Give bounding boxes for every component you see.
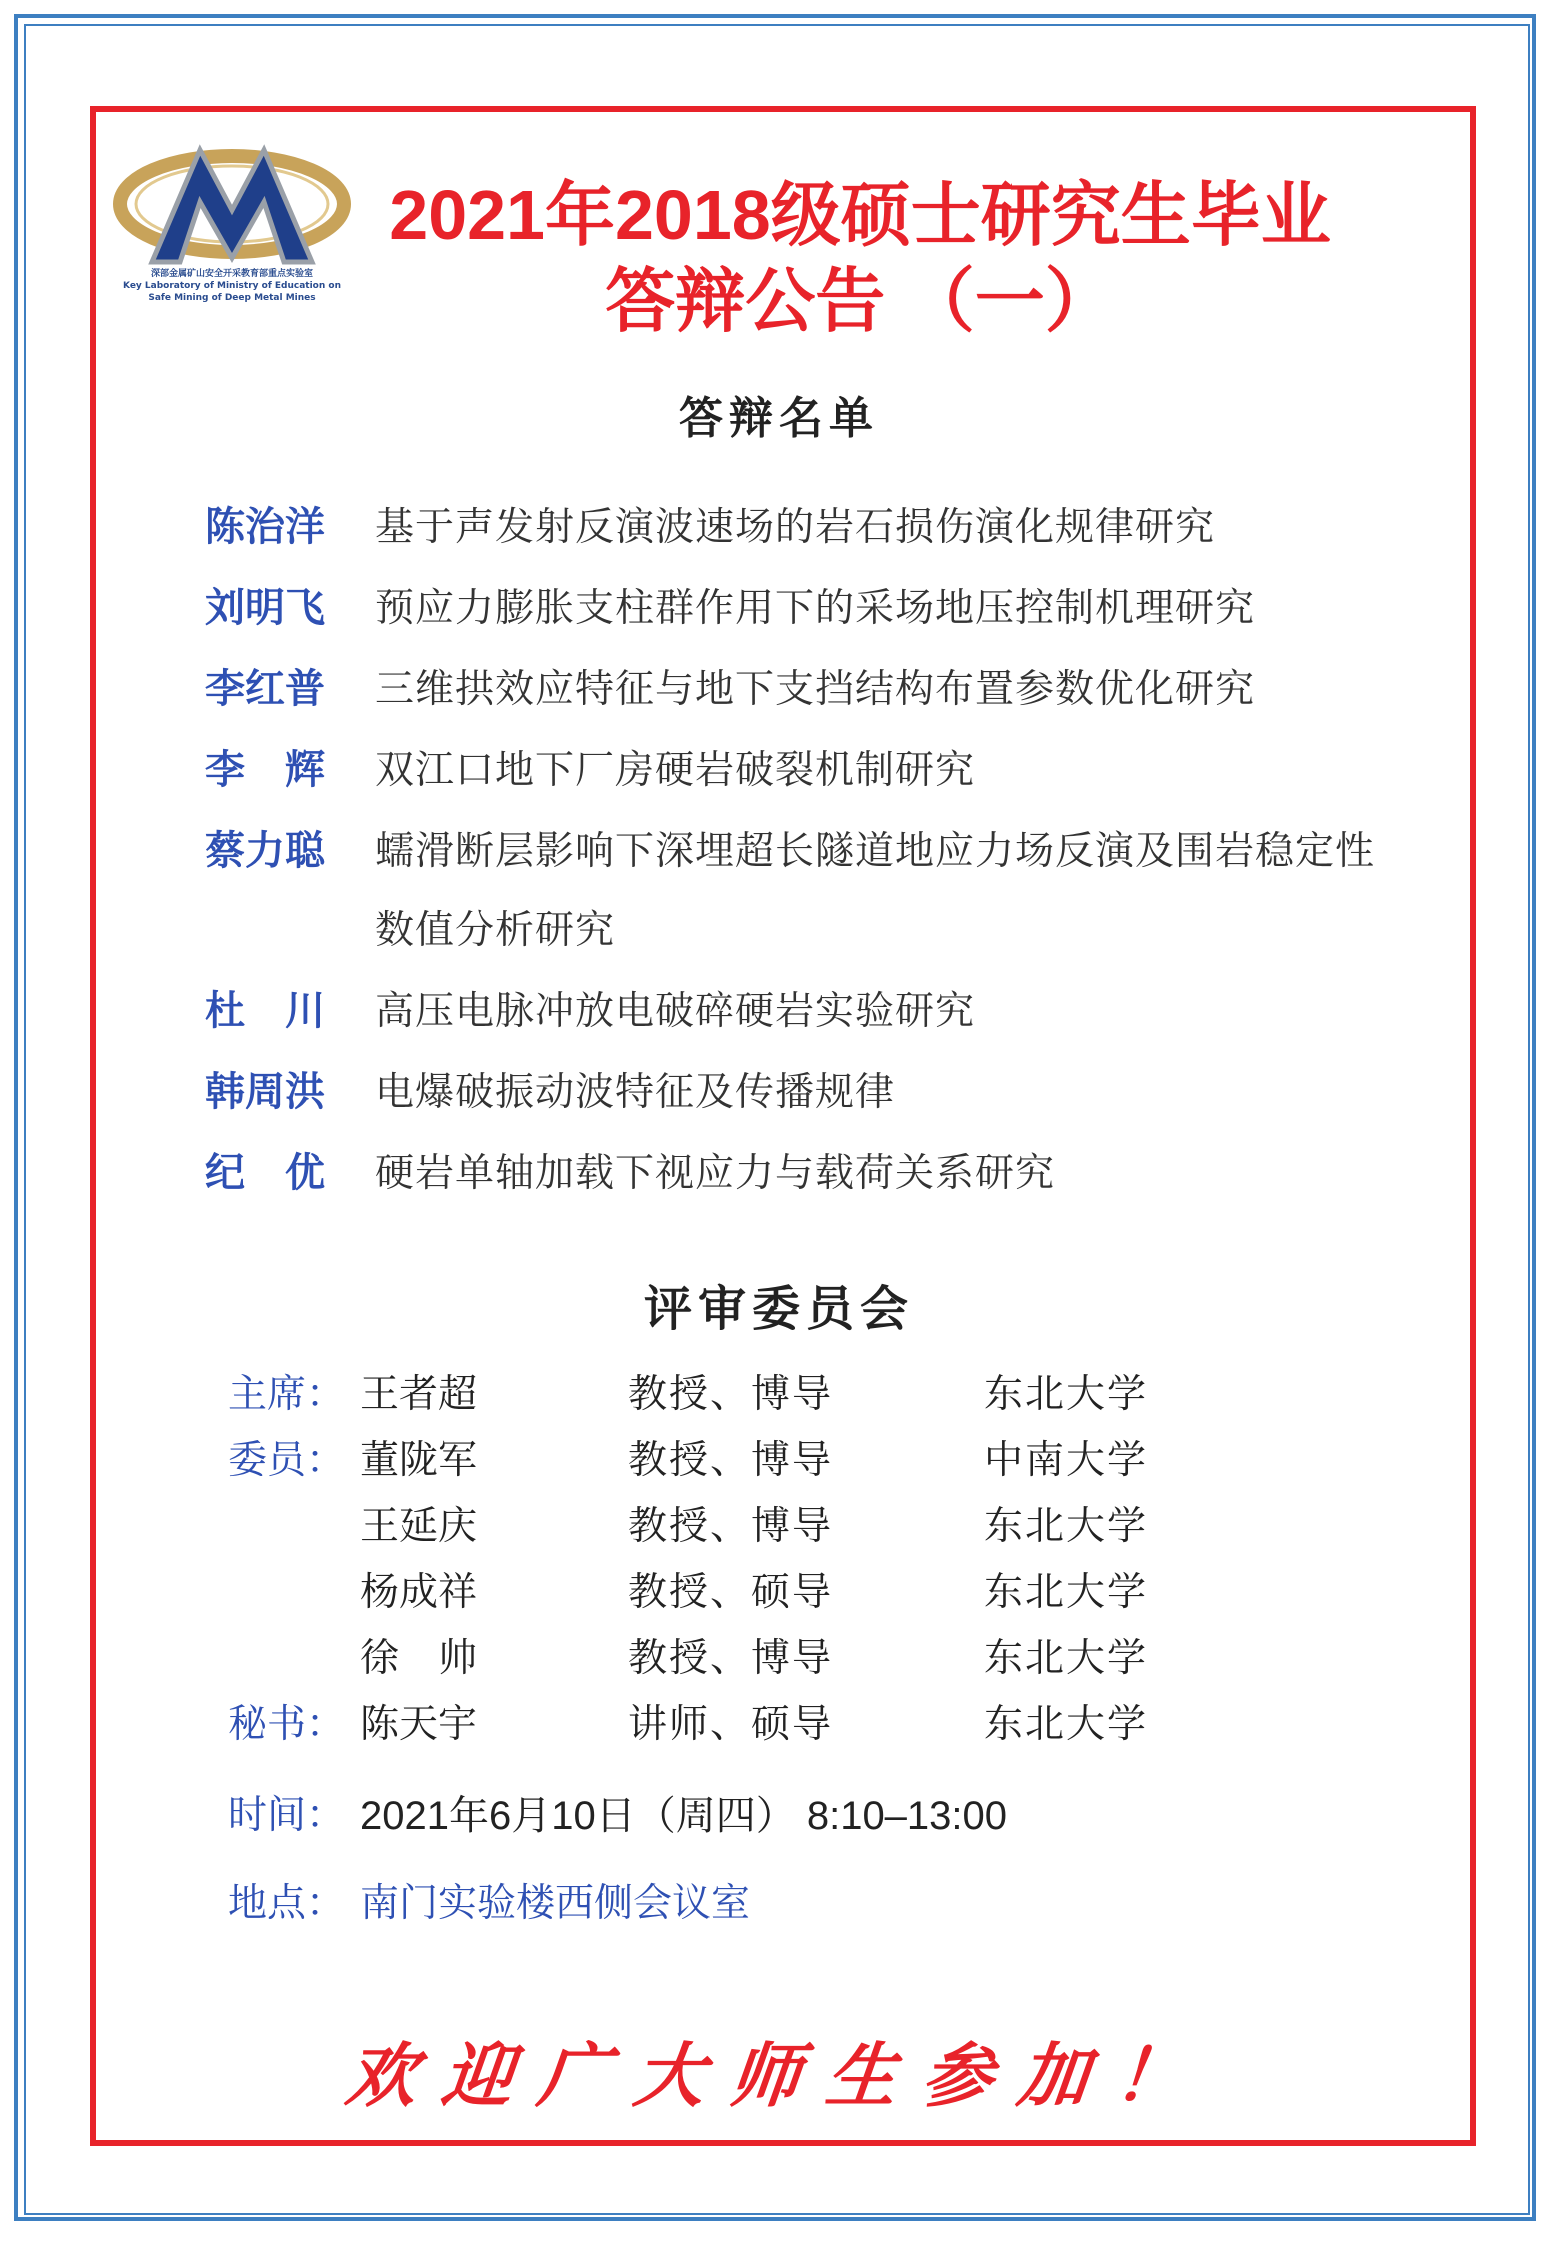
student-name: 刘明飞 — [205, 585, 325, 631]
member-title: 讲师、硕导 — [628, 1702, 834, 1747]
notice-title-line-2: 答辩公告 （一） — [605, 262, 1115, 340]
thesis-title: 电爆破振动波特征及传播规律 — [375, 1070, 896, 1115]
defense-list-heading: 答辩名单 — [679, 393, 879, 444]
member-title: 教授、博导 — [628, 1636, 834, 1681]
thesis-title: 基于声发射反演波速场的岩石损伤演化规律研究 — [375, 505, 1216, 550]
member-title: 教授、博导 — [628, 1372, 834, 1417]
table-row — [228, 1358, 1328, 1424]
member-affiliation: 东北大学 — [984, 1570, 1149, 1615]
logo-caption-en-2: Safe Mining of Deep Metal Mines — [148, 293, 316, 303]
list-item — [205, 1053, 1405, 1132]
student-name: 杜 川 — [205, 988, 325, 1034]
member-role: 秘书： — [228, 1702, 346, 1747]
member-affiliation: 东北大学 — [984, 1372, 1149, 1417]
list-item — [205, 488, 1405, 567]
place-row — [228, 1872, 750, 1928]
list-item — [205, 650, 1405, 729]
member-name: 王延庆 — [360, 1504, 478, 1549]
time-row — [228, 1784, 1007, 1841]
table-row — [228, 1490, 1328, 1556]
list-item — [205, 1134, 1405, 1213]
list-item — [205, 972, 1405, 1051]
member-name: 杨成祥 — [360, 1570, 478, 1615]
place-value: 南门实验楼西侧会议室 — [360, 1881, 751, 1926]
member-title: 教授、硕导 — [628, 1570, 834, 1615]
member-role: 主席： — [228, 1372, 346, 1417]
member-title: 教授、博导 — [628, 1438, 834, 1483]
time-label: 时间： — [228, 1793, 346, 1838]
defense-list — [205, 488, 1405, 1215]
table-row — [228, 1688, 1328, 1754]
thesis-title: 双江口地下厂房硬岩破裂机制研究 — [375, 748, 976, 793]
thesis-title: 三维拱效应特征与地下支挡结构布置参数优化研究 — [375, 667, 1256, 712]
member-title: 教授、博导 — [628, 1504, 834, 1549]
table-row — [228, 1556, 1328, 1622]
student-name: 纪 优 — [205, 1150, 325, 1196]
notice-title — [330, 172, 1390, 344]
list-item — [205, 731, 1405, 810]
table-row — [228, 1424, 1328, 1490]
student-name: 李红普 — [205, 666, 325, 712]
member-affiliation: 东北大学 — [984, 1636, 1149, 1681]
notice-title-line-1: 2021年2018级硕士研究生毕业 — [389, 176, 1331, 254]
member-name: 陈天宇 — [360, 1702, 478, 1747]
committee-heading: 评审委员会 — [643, 1281, 914, 1337]
thesis-title: 高压电脉冲放电破碎硬岩实验研究 — [375, 989, 976, 1034]
table-row — [228, 1622, 1328, 1688]
member-name: 王者超 — [360, 1372, 478, 1417]
member-affiliation: 中南大学 — [984, 1438, 1149, 1483]
student-name: 陈治洋 — [205, 504, 325, 550]
logo-caption-en-1: Key Laboratory of Ministry of Education on — [123, 281, 341, 291]
place-label: 地点： — [228, 1881, 346, 1926]
student-name: 韩周洪 — [205, 1069, 325, 1115]
welcome-message: 欢迎广大师生参加！ — [342, 2034, 1215, 2117]
student-name: 蔡力聪 — [205, 828, 325, 874]
time-value: 2021年6月10日（周四） 8:10–13:00 — [360, 1794, 1008, 1838]
committee-table — [228, 1358, 1328, 1754]
member-name: 董陇军 — [360, 1438, 478, 1483]
logo-caption-cn: 深部金属矿山安全开采教育部重点实验室 — [150, 269, 313, 279]
member-affiliation: 东北大学 — [984, 1504, 1149, 1549]
thesis-title: 预应力膨胀支柱群作用下的采场地压控制机理研究 — [375, 586, 1256, 631]
logo-caption — [112, 268, 352, 304]
member-name: 徐 帅 — [360, 1636, 478, 1681]
list-item — [205, 812, 1405, 970]
list-item — [205, 569, 1405, 648]
thesis-title: 硬岩单轴加载下视应力与载荷关系研究 — [375, 1151, 1056, 1196]
member-affiliation: 东北大学 — [984, 1702, 1149, 1747]
member-role: 委员： — [228, 1438, 346, 1483]
student-name: 李 辉 — [205, 747, 325, 793]
thesis-title: 蠕滑断层影响下深埋超长隧道地应力场反演及围岩稳定性数值分析研究 — [375, 829, 1376, 953]
